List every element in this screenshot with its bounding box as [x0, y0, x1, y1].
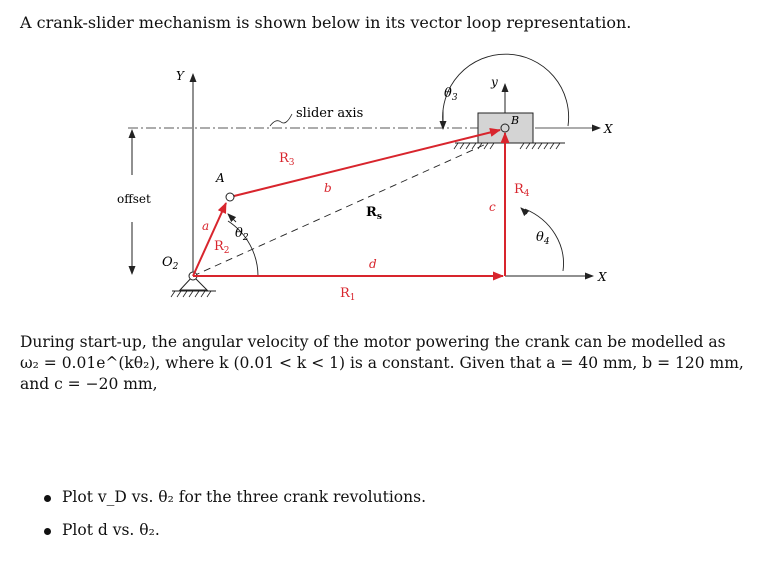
slider-axis-leader — [270, 114, 292, 126]
task-2: Plot d vs. θ₂. — [62, 521, 160, 539]
R4-label: $R_4$ — [514, 182, 530, 199]
R3-label: $R_3$ — [279, 151, 295, 168]
para-line-3: and c = −20 mm, — [20, 375, 158, 393]
bullet-icon — [44, 528, 51, 535]
B-label: B — [511, 114, 520, 127]
joint-A — [226, 193, 234, 201]
b-label: b — [324, 181, 332, 195]
c-label: c — [489, 200, 496, 214]
R3-vector — [230, 130, 500, 197]
theta4-label: $\theta_4$ — [536, 230, 550, 247]
para-line-1: During start-up, the angular velocity of the motor powering the crank can be modelled as — [20, 333, 726, 351]
para-line-2: ω₂ = 0.01e^(kθ₂), where k (0.01 < k < 1) is a constant. Given that a = 40 mm, b = 120 mm, — [20, 354, 744, 372]
slider-block — [454, 113, 565, 149]
A-label: A — [216, 171, 225, 185]
task-1: Plot v_D vs. θ₂ for the three crank revolutions. — [62, 488, 427, 506]
Rs-label: $R_s$ — [366, 205, 382, 222]
problem-paragraph — [20, 332, 744, 395]
O2-label: $O_2$ — [162, 255, 179, 272]
a-label: a — [202, 219, 210, 233]
X-upper-label: X — [604, 122, 613, 136]
X-lower-label: X — [598, 270, 607, 284]
intro-text: A crank-slider mechanism is shown below in its vector loop representation. — [20, 13, 632, 32]
R1-label: $R_1$ — [340, 286, 356, 303]
Y-axis-label: Y — [176, 69, 184, 83]
R2-label: $R_2$ — [214, 239, 230, 256]
Rs-dashed-line — [193, 140, 495, 276]
bullet-icon — [44, 495, 51, 502]
theta2-label: $\theta_2$ — [235, 226, 249, 243]
y-local-label: y — [491, 75, 498, 89]
d-label: d — [369, 257, 377, 271]
slider-axis-label: slider axis — [296, 106, 364, 121]
offset-label: offset — [117, 192, 151, 206]
theta4-arrow — [521, 208, 527, 214]
theta2-arrow — [228, 214, 236, 222]
theta3-label: $\theta_3$ — [444, 86, 458, 103]
